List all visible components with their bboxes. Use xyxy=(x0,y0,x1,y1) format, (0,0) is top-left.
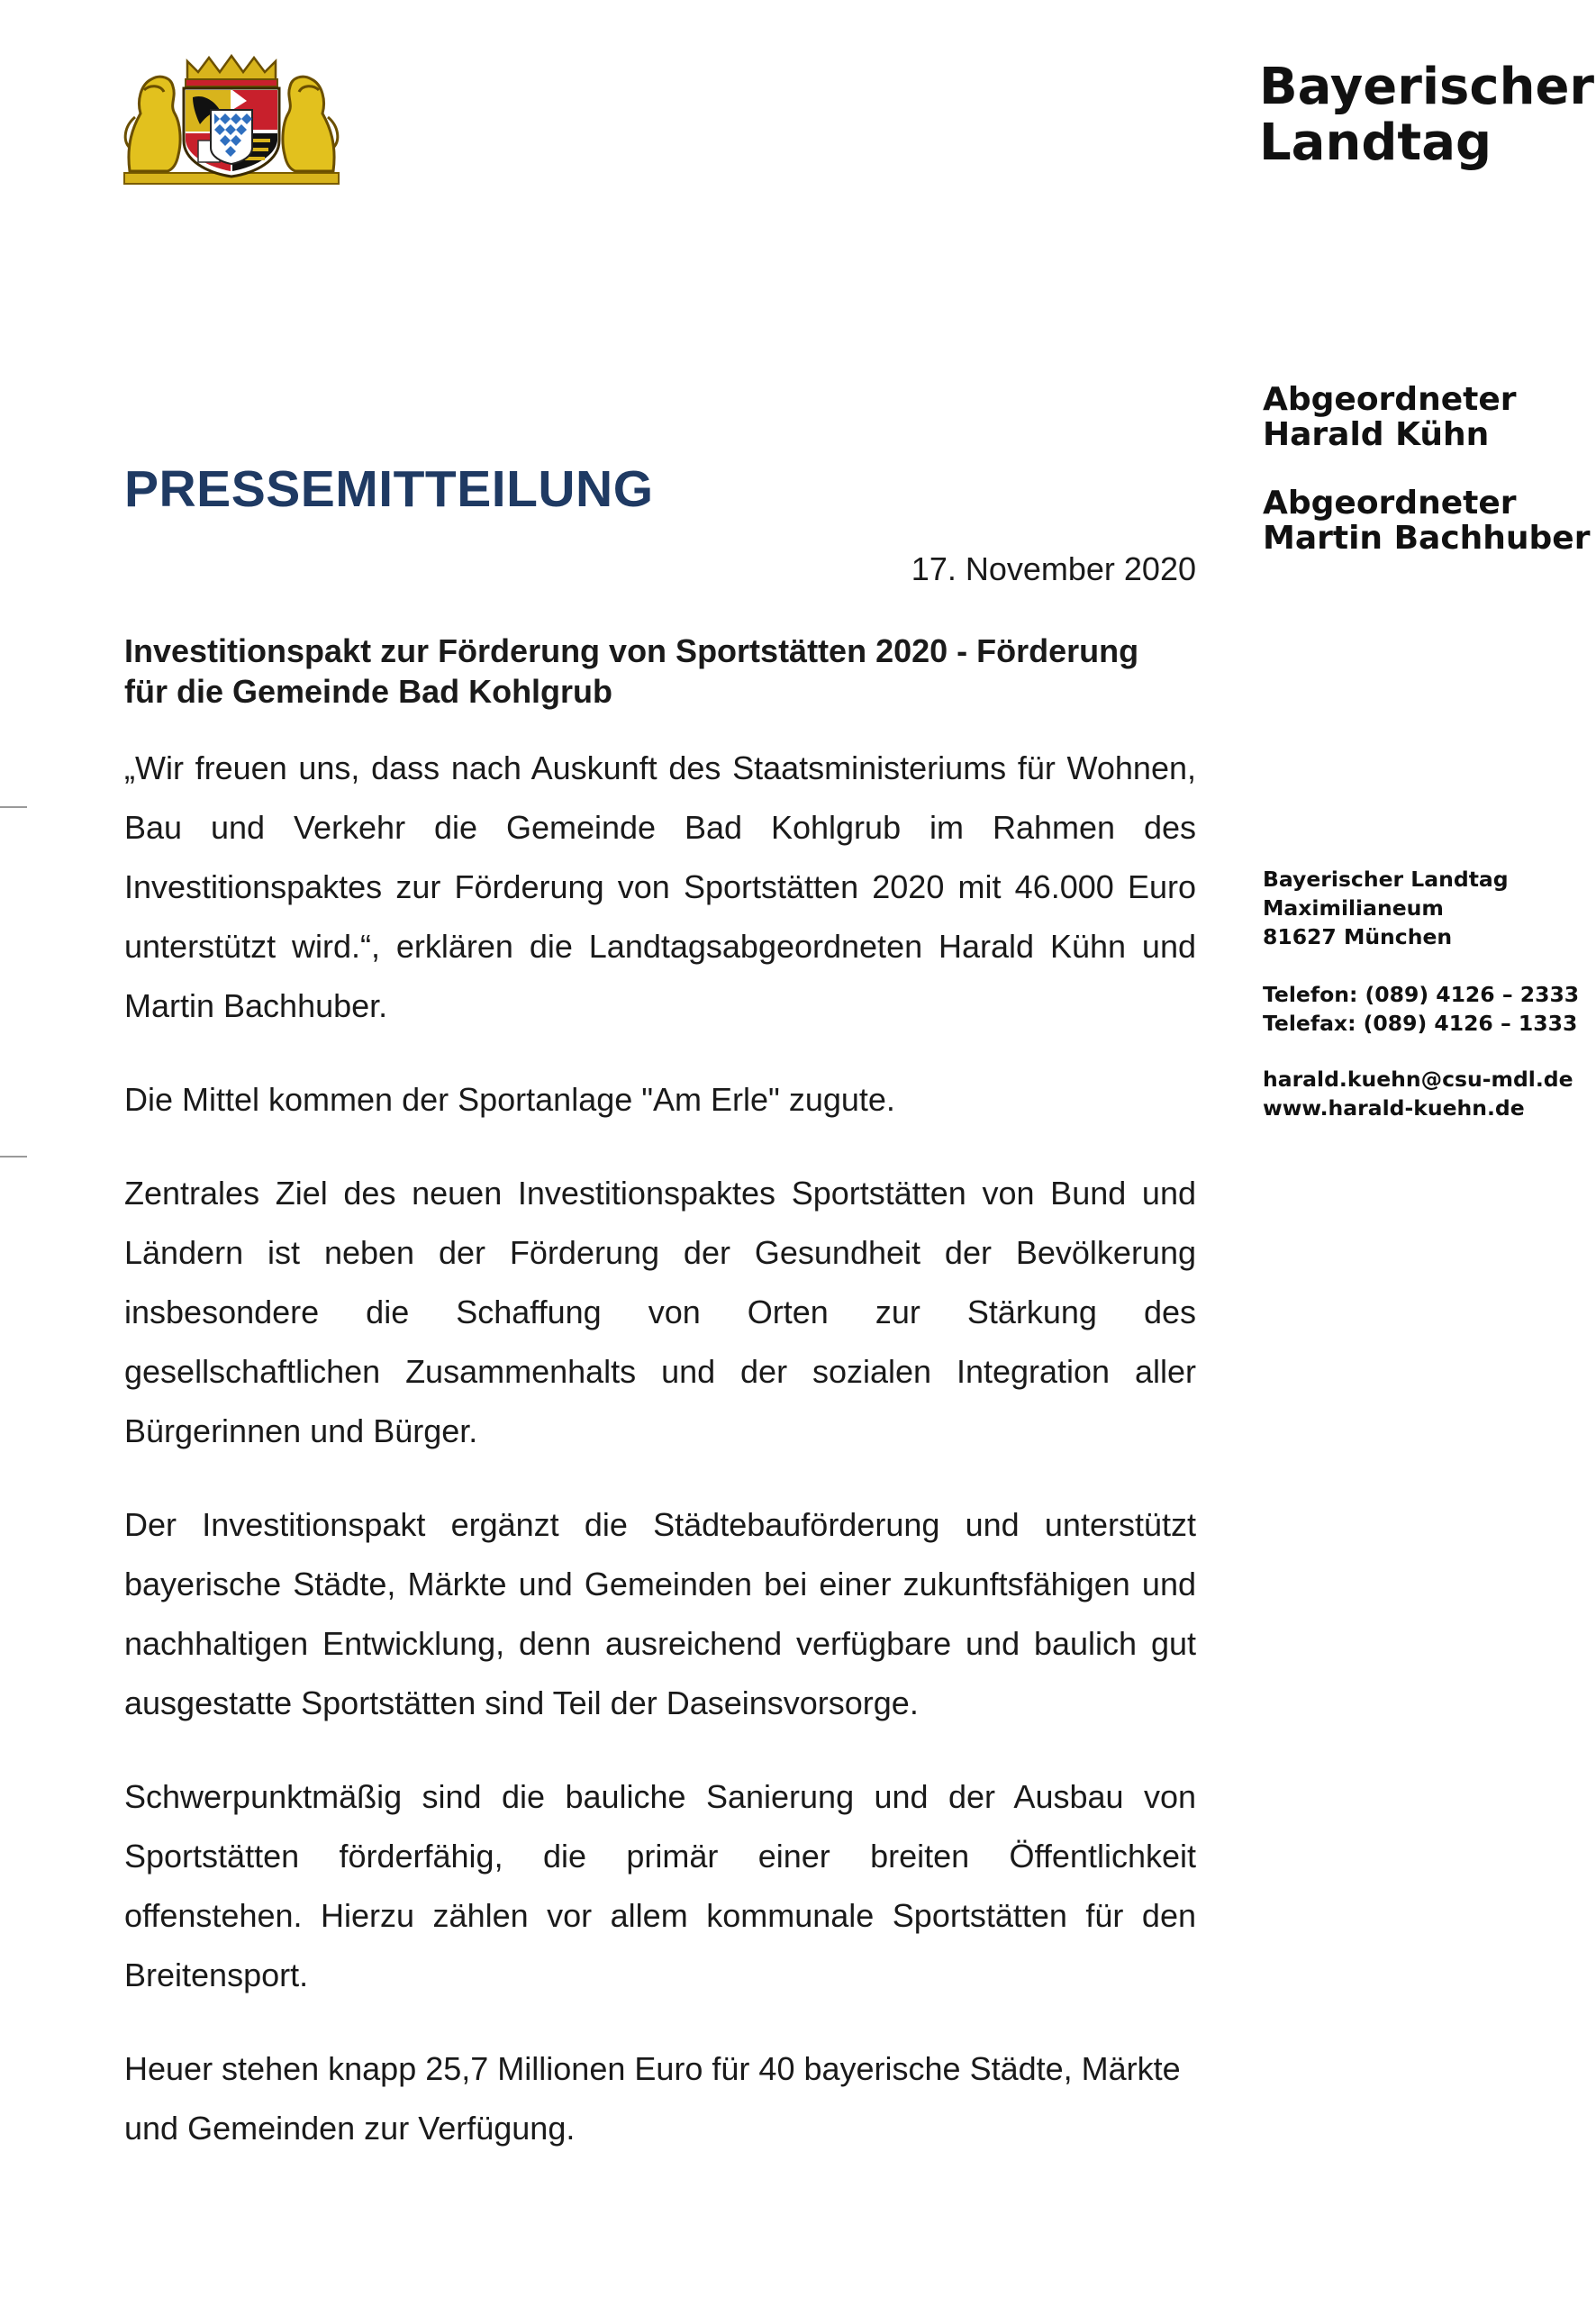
coat-of-arms-icon xyxy=(121,54,342,187)
headline-line-2: für die Gemeinde Bad Kohlgrub xyxy=(124,673,613,710)
website-url: www.harald-kuehn.de xyxy=(1263,1095,1525,1121)
phone-number: Telefon: (089) 4126 – 2333 xyxy=(1263,982,1580,1007)
address-line-2: Maximilianeum xyxy=(1263,895,1444,921)
paragraph-2: Die Mittel kommen der Sportanlage "Am Erle" zugute. xyxy=(124,1081,895,1118)
address-line-3: 81627 München xyxy=(1263,924,1453,949)
member-1-name: Harald Kühn xyxy=(1263,416,1490,453)
headline-line-1: Investitionspakt zur Förderung von Sportstätten 2020 - Förderung xyxy=(124,632,1139,669)
org-name xyxy=(1259,59,1594,171)
press-date: 17. November 2020 xyxy=(911,550,1196,587)
org-name-line2: Landtag xyxy=(1259,113,1492,172)
member-2-name: Martin Bachhuber xyxy=(1263,520,1591,557)
member-1-title: Abgeordneter xyxy=(1263,381,1517,418)
member-2-block xyxy=(1263,486,1590,556)
paragraph-3: Zentrales Ziel des neuen Investitionspaktes Sportstätten von Bund und Ländern ist neben der Förderung der Gesundheit der Bevölkerung insbesondere die Schaffung von Orten zur Stärkung des gesellschaftlichen Zusammenhalts und der sozialen Integration aller Bürgerinnen und Bürger. xyxy=(124,1175,1196,1449)
paragraph-1: „Wir freuen uns, dass nach Auskunft des Staatsministeriums für Wohnen, Bau und Verkehr die Gemeinde Bad Kohlgrub im Rahmen des Investitionspaktes zur Förderung von Sportstätten 2020 mit 46.000 Euro unterstützt wird.“, erklären die Landtagsabgeordneten Harald Kühn und Martin Bachhuber. xyxy=(124,749,1196,1024)
address-block xyxy=(1263,865,1509,951)
member-1-block xyxy=(1263,382,1517,452)
web-block xyxy=(1263,1065,1573,1122)
page-title: PRESSEMITTEILUNG xyxy=(124,460,654,518)
phone-block xyxy=(1263,980,1579,1038)
address-line-1: Bayerischer Landtag xyxy=(1263,867,1509,892)
paragraph-6: Heuer stehen knapp 25,7 Millionen Euro für 40 bayerische Städte, Märkte und Gemeinden zur Verfügung. xyxy=(124,2050,1181,2147)
email-address: harald.kuehn@csu-mdl.de xyxy=(1263,1067,1573,1092)
org-name-line1: Bayerischer xyxy=(1259,58,1595,116)
paragraph-4: Der Investitionspakt ergänzt die Städtebauförderung und unterstützt bayerische Städte, Märkte und Gemeinden bei einer zukunftsfähigen und nachhaltigen Entwicklung, denn ausreichend verfügbare und baulich gut ausgestatte Sportstätten sind Teil der Daseinsvorsorge. xyxy=(124,1506,1196,1721)
fax-number: Telefax: (089) 4126 – 1333 xyxy=(1263,1011,1578,1036)
fold-mark xyxy=(0,806,27,808)
member-2-title: Abgeordneter xyxy=(1263,485,1517,522)
headline xyxy=(124,631,1196,712)
paragraph-5: Schwerpunktmäßig sind die bauliche Sanierung und der Ausbau von Sportstätten förderfähig, die primär einer breiten Öffentlichkeit offenstehen. Hierzu zählen vor allem kommunale Sportstätten für den Breitensport. xyxy=(124,1778,1196,1993)
body-text xyxy=(124,739,1196,2193)
fold-mark xyxy=(0,1156,27,1158)
